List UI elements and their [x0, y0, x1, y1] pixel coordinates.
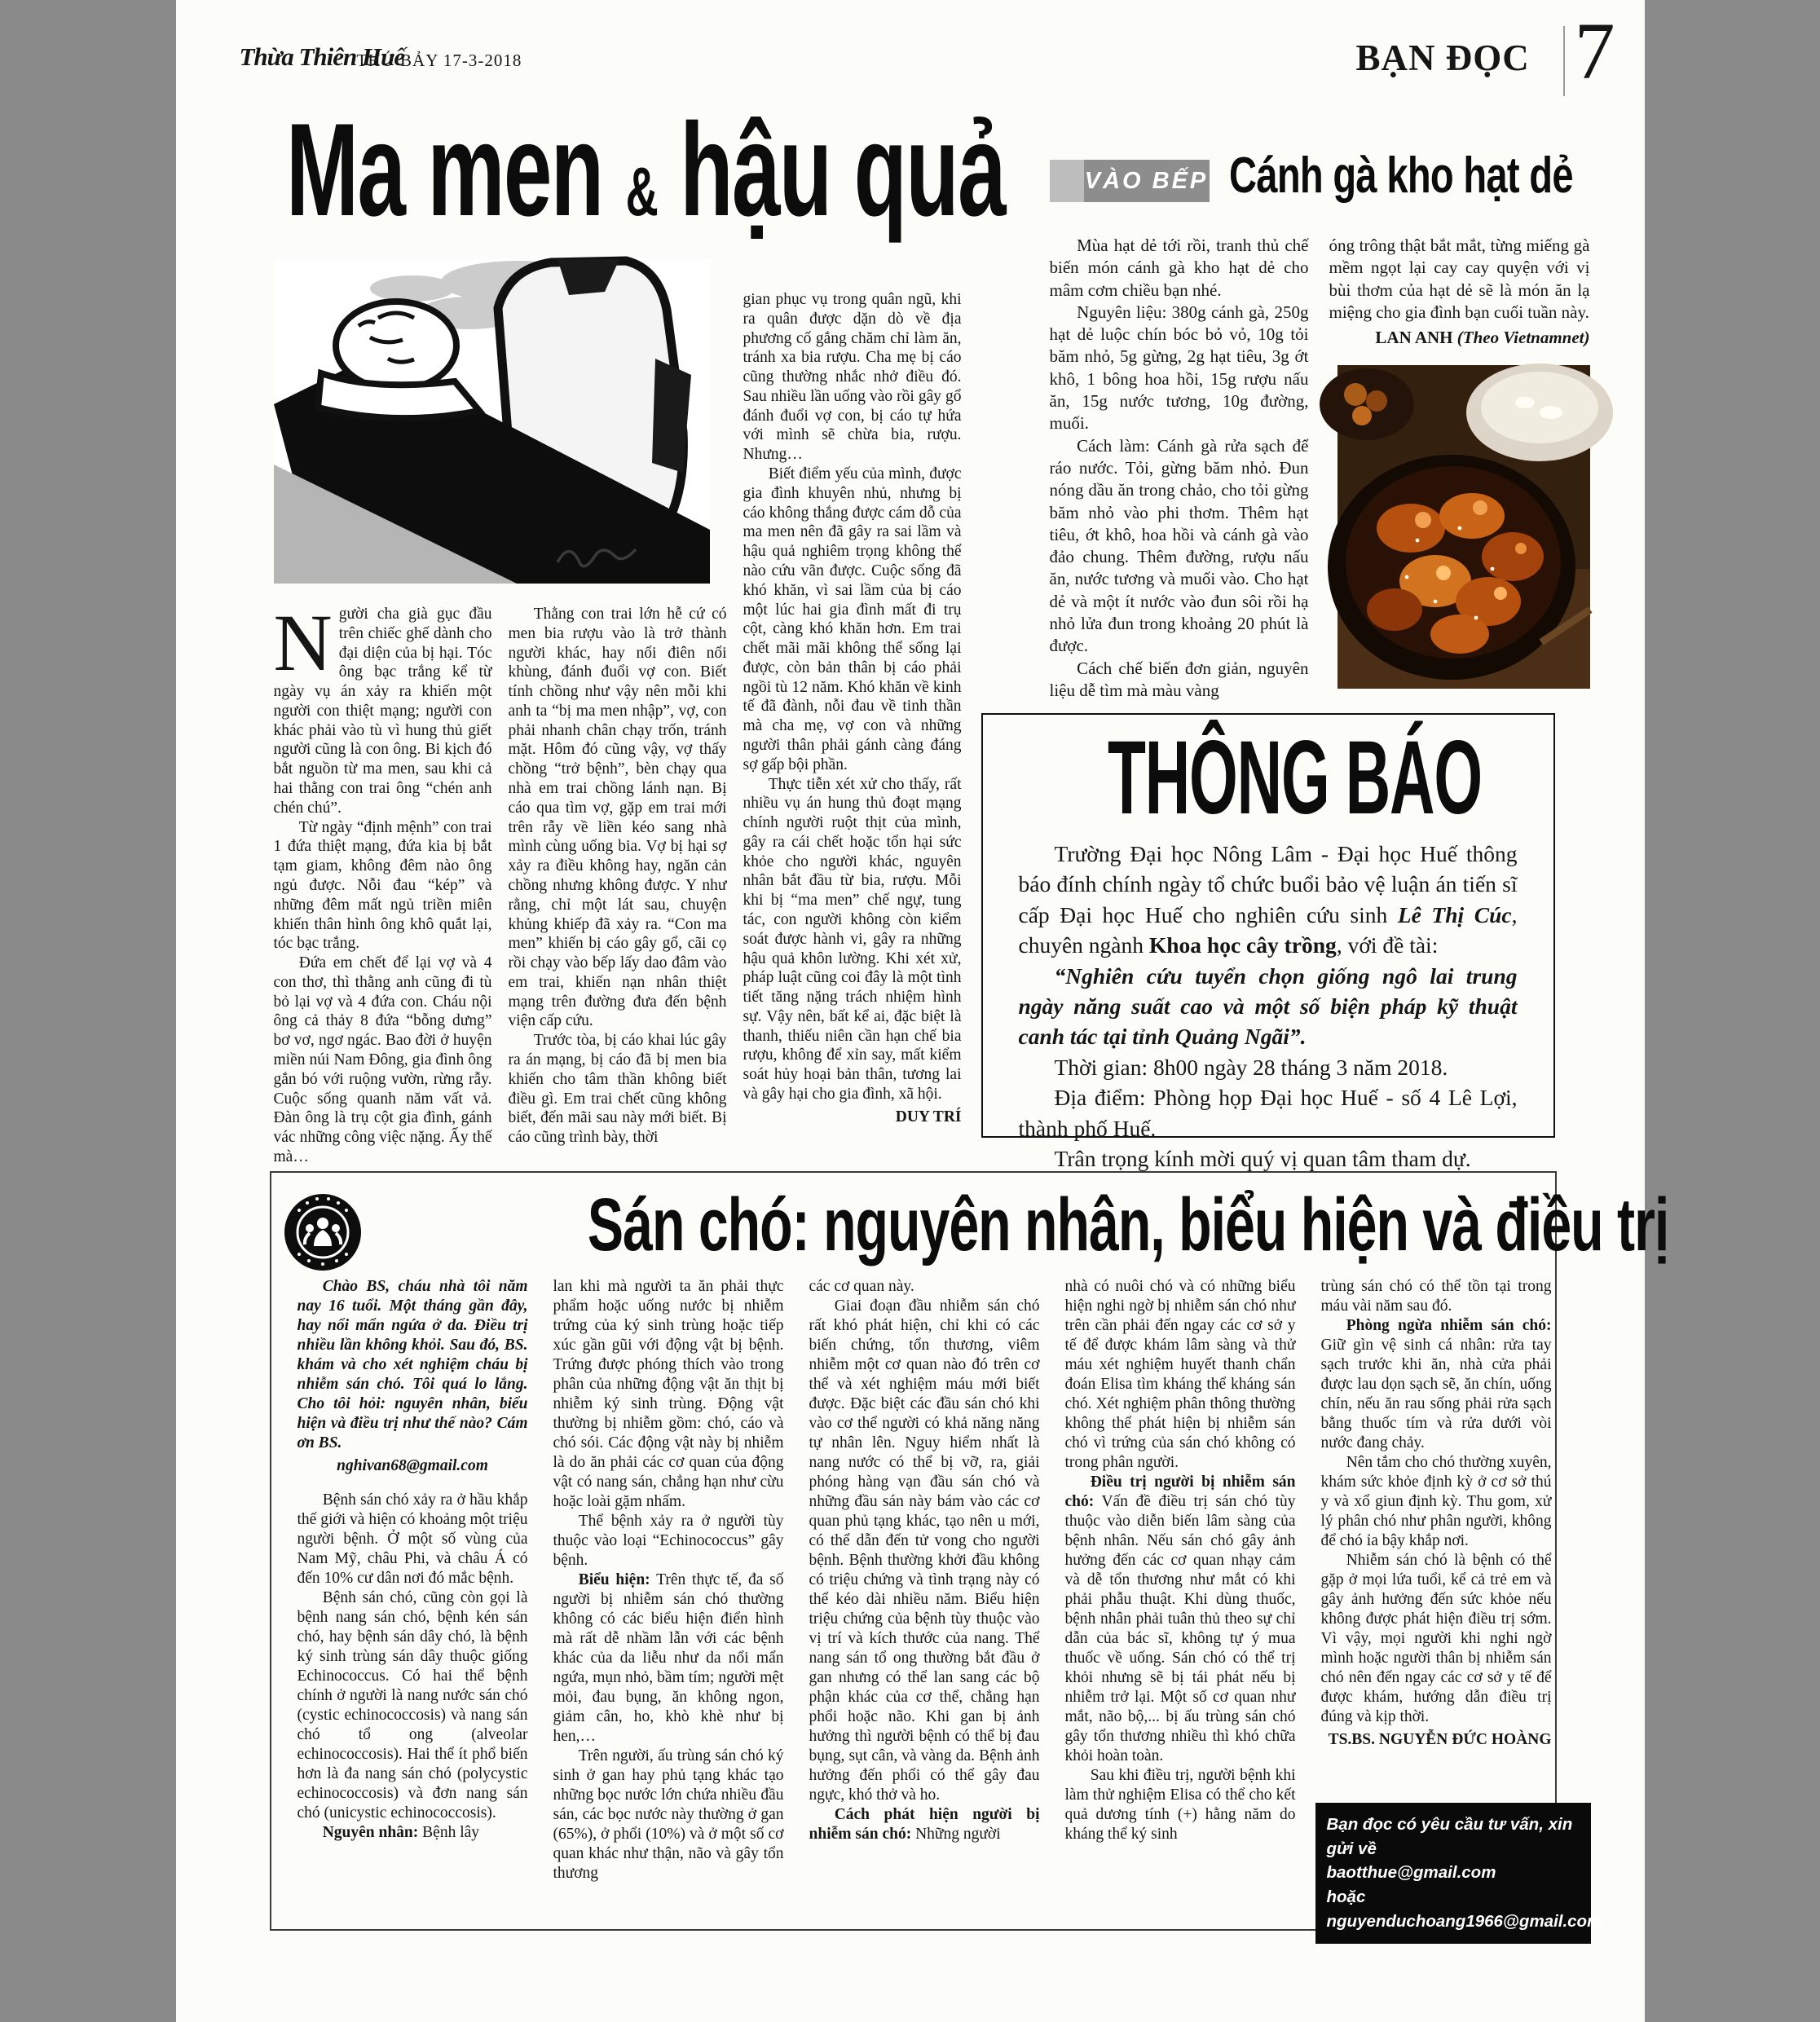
reader-question: Chào BS, cháu nhà tôi năm nay 16 tuổi. Một tháng gần đây, hay nổi mẩn ngứa ở da. Điều trị nhiều lần không khỏi. Sau đó, BS. khám và cho xét nghiệm cháu bị nhiễm sán chó. Tôi quá lo lắng. Cho tôi hỏi: nguyên nhân, biểu hiện và điều trị như thế nào? Cám ơn BS. [297, 1278, 528, 1452]
reader-email: nghivan68@gmail.com [337, 1456, 488, 1474]
paragraph: Thể bệnh xảy ra ở người tùy thuộc vào loại “Echinococcus” gây bệnh. [553, 1512, 784, 1569]
paragraph: Cách chế biến đơn giản, nguyên liệu dễ tìm mà màu vàng [1049, 658, 1309, 700]
notice-candidate-name: Lê Thị Cúc [1397, 901, 1512, 927]
notice-invitation: Trân trọng kính mời quý vị quan tâm tham dự. [1054, 1145, 1471, 1171]
paragraph: Cách làm: Cánh gà rửa sạch để ráo nước. Tỏi, gừng băm nhỏ. Đun nóng dầu ăn trong chảo, cho tỏi gừng băm nhỏ vào phi thơm. Thêm hạt tiêu, ớt khô, hoa hồi và cánh gà vào đảo chung. Thêm đường, rượu nấu ăn, nước tương và muối vào. Cho hạt dẻ và một ít nước vào đun sôi rồi hạ nhỏ lửa đun trong khoảng 20 phút là được. [1049, 435, 1309, 656]
main-article-title [285, 96, 1375, 244]
paragraph: Nguyên nhân: Bệnh lây [322, 1823, 480, 1841]
kitchen-column-1 [1049, 235, 1309, 700]
notice-body [983, 830, 1553, 1174]
drunk-man-drawing [274, 259, 710, 584]
kitchen-food-photo [1337, 365, 1590, 689]
paragraph: Bệnh sán chó, cũng còn gọi là bệnh nang sán chó, bệnh kén sán chó, hay bệnh sán dây chó, là bệnh ký sinh trùng sán dây thuộc giống Echinococcus. Có hai thể bệnh chính ở người là nang nước sán chó (cystic echinococcosis) và nang sán chó tổ ong (alveolar echinococcosis). Hai thể ít phổ biến hơn là đa nang sán chó (polycystic echinococcosis) và đơn nang sán chó (unicystic echinococcosis). [297, 1588, 528, 1822]
tag-accent-square [1050, 160, 1084, 202]
kitchen-author: LAN ANH [1375, 328, 1453, 348]
notice-title: THÔNG BÁO [1107, 720, 1482, 836]
paragraph: Biểu hiện: Trên thực tế, đa số người bị nhiễm sán chó thường không có các biểu hiện điển hình mà rất dễ nhầm lẫn với các bệnh khác của da liễu như da nổi mẩn ngứa, mụn nhỏ, bầm tím; người mệt mỏi, đau bụng, ăn không ngon, giảm cân, ho, khò khè như bị hen,… [553, 1570, 784, 1745]
notice-paragraph: Trường Đại học Nông Lâm - Đại học Huế thông báo đính chính ngày tổ chức buổi bảo vệ luận án tiến sĩ cấp Đại học Huế cho nghiên cứu sinh Lê Thị Cúc, chuyên ngành Khoa học cây trồng, với đề tài: [1018, 841, 1518, 958]
paragraph: nhà có nuôi chó và có những biểu hiện nghi ngờ bị nhiễm sán chó như trên cần phải đến ngay các cơ sở y tế để được khám lâm sàng và thử máu xét nghiệm huyết thanh chẩn đoán Elisa tìm kháng thể kháng sán chó. Xét nghiệm phân thông thường không thể phát hiện bị nhiễm sán chó vì trứng của sán chó không có trong phân người. [1064, 1278, 1296, 1471]
paragraph-lead: Phòng ngừa nhiễm sán chó: [1346, 1316, 1552, 1334]
paragraph: lan khi mà người ta ăn phải thực phẩm hoặc uống nước bị nhiễm trứng của ký sinh trùng hoặc tiếp xúc gần gũi với động vật bị bệnh. Trứng được phóng thích vào trong phân của những động vật ăn thịt bị nhiễm ký sinh trùng. Động vật thường bị nhiễm gồm: chó, cáo và chó sói. Các động vật này bị nhiễm là do ăn phải các cơ quan của động vật có nang sán, chẳng hạn như cừu hoặc loài gặm nhấm. [553, 1278, 784, 1510]
contact-email-2: hoặc nguyenduchoang1966@gmail.com [1326, 1888, 1602, 1931]
health-column-logo [283, 1192, 363, 1272]
paragraph: Phòng ngừa nhiễm sán chó: Giữ gìn vệ sinh cá nhân: rửa tay sạch trước khi ăn, nhà cửa phải được lau dọn sạch sẽ, ăn chín, uống chín, nếu ăn rau sống phải rửa sạch bằng thuốc tím và rửa dưới vòi nước đang chảy. [1320, 1316, 1552, 1452]
notice-thesis-title: “Nghiên cứu tuyển chọn giống ngô lai trung ngày năng suất cao và một số biện pháp kỹ thuật canh tác tại tỉnh Quảng Ngãi”. [1018, 963, 1518, 1050]
paragraph: các cơ quan này. [809, 1278, 914, 1295]
health-column-1 [297, 1277, 528, 1921]
paragraph: Giai đoạn đầu nhiễm sán chó rất khó phát hiện, chỉ khi có các biến chứng, tổn thương, viêm nhiễm một cơ quan nào đó trên cơ thể và xét nghiệm máu mới biết được. Đặc biệt các đầu sán chó khi vào cơ thể người có khả năng năng tự nhân lên. Nguy hiểm nhất là nang nước có thể bị vỡ, ra, giải phóng hàng vạn đầu sán chó và những đầu sán này bám vào các cơ quan phủ tạng khác, tạo nên u mới, có thể dẫn đến tử vong cho người bệnh. Bệnh thường khởi đầu không có triệu chứng và tình trạng này có thể kéo dài nhiều năm. Biểu hiện triệu chứng của bệnh tùy thuộc vào vị trí và kích thước của nang. Thể nang sán tổ ong thường bắt đầu ở gan nhưng có thể lan sang các bộ phận khác của cơ thể, chẳng hạn phổi hoặc não. Khi gan bị ảnh hưởng thì người bệnh có thể bị đau bụng, sụt cân, và vàng da. Bệnh ảnh hưởng đến phổi có thể gây đau ngực, khó thở và ho. [809, 1297, 1040, 1804]
notice-text: Trường Đại học Nông Lâm - Đại học Huế thông báo đính chính ngày tổ chức buổi bảo vệ luận án tiến sĩ cấp Đại học Huế cho nghiên cứu sinh [1018, 841, 1518, 927]
drop-cap: N [273, 597, 333, 688]
kitchen-author-note: (Theo Vietnamnet) [1456, 328, 1590, 348]
contact-line: Bạn đọc có yêu cầu tư vấn, xin gửi về [1326, 1815, 1573, 1858]
newspaper-page [176, 0, 1668, 2022]
paragraph: Thực tiễn xét xử cho thấy, rất nhiều vụ án hung thủ đoạt mạng chính người ruột thịt của mình, gây ra cái chết hoặc tổn hại sức khỏe cho người khác, nguyên nhân bắt đầu từ bia, rượu. Mỗi khi bị “ma men” chế ngự, tung tác, con người không còn kiểm soát được hành vi, gây ra những hậu quả khôn lường. Khi xét xử, pháp luật cũng coi đây là một tình tiết tăng nặng trách nhiệm hình sự. Vậy nên, bất kể ai, đặc biệt là thanh, thiếu niên cần hạn chế bia rượu, không để xỉn say, mất kiểm soát hủy hoại bản thân, tương lai và gây hại cho gia đình, xã hội. [743, 775, 962, 1104]
paragraph-lead: Điều trị người bị nhiễm sán chó: [1064, 1473, 1296, 1510]
paragraph: Trước tòa, bị cáo khai lúc gây ra án mạng, bị cáo đã bị men bia khiến cho tâm thần không biết điều gì. Em trai chết cũng không biết, đến mãi sau này mới biết. Bị cáo cũng trình bày, thời [508, 1032, 727, 1147]
tag-label: VÀO BẾP [1084, 167, 1209, 194]
paragraph: Mùa hạt dẻ tới rồi, tranh thủ chế biến món cánh gà kho hạt dẻ cho mâm cơm chiều bạn nhé. [1049, 236, 1309, 300]
paragraph: Từ ngày “định mệnh” con trai 1 đứa thiệt mạng, đứa kia bị bắt tạm giam, không đêm nào ông ngủ được. Nỗi đau “kép” và những đêm mất ngủ triền miên khiến thân hình ông khô quắt lại, tóc bạc trắng. [273, 818, 492, 953]
paragraph: Nhiễm sán chó là bệnh có thể gặp ở mọi lứa tuổi, kể cả trẻ em và gây ảnh hưởng đến sức khỏe nếu không được phát hiện điều trị sớm. Vì vậy, mọi người khi nghi ngờ mình hoặc người thân bị nhiễm sán chó nên đến ngay các cơ sở y tế để được khám, hướng dẫn điều trị đúng và kịp thời. [1320, 1551, 1552, 1725]
main-article-byline: DUY TRÍ [895, 1108, 962, 1126]
paragraph-text: gười cha già gục đầu trên chiếc ghế dành cho đại diện của bị hại. Tóc ông bạc trắng kể từ ngày vụ án xảy ra khiến một người con thiệt mạng; người con khác phải vào tù vì hung thủ giết người cũng là con ông. Bi kịch đó bắt nguồn từ ma men, sau khi cả hai thằng con trai ông “chén anh chén chú”. [273, 606, 492, 817]
header-divider [1563, 26, 1565, 96]
kitchen-tag [1050, 160, 1210, 202]
paragraph: Đứa em chết để lại vợ và 4 con thơ, thì thằng anh cũng đi tù bỏ lại vợ và 4 đứa con. Cháu nội ông cả thảy 8 đứa “bỗng dưng” bơ vơ, ngơ ngác. Bao đời ở huyện miền núi Nam Đông, gia đình ông gắn bó với ruộng vườn, rừng rẫy. Cuộc sống quanh năm vất vả. Đàn ông là trụ cột gia đình, gánh vác những công việc nặng. Ấy thế mà… [273, 954, 492, 1165]
health-column-3 [809, 1277, 1040, 1921]
paragraph: Trên người, ấu trùng sán chó ký sinh ở gan hay phủ tạng khác tạo những bọc nước lớn chứa nhiều đầu sán, các bọc nước này thường ở gan (65%), ở phổi (10%) và ở một số cơ quan khác như thận, não và gây tổn thương [553, 1747, 784, 1882]
health-column-5 [1321, 1277, 1552, 1815]
kitchen-byline [1329, 327, 1590, 349]
paragraph: Bệnh sán chó xảy ra ở hầu khắp thế giới và hiện có khoảng một triệu người bệnh. Ở một số vùng của Nam Mỹ, châu Phi, và châu Á có đến 10% cư dân nơi đó mắc bệnh. [297, 1491, 528, 1587]
dateline: THỨ BẢY 17-3-2018 [356, 51, 522, 70]
kitchen-column-2 [1329, 235, 1590, 357]
paragraph: Thằng con trai lớn hễ cứ có men bia rượu vào là trở thành người khác, hay nổi điên nổi khùng, đánh đuổi vợ con. Biết tính chồng như vậy nên mỗi khi anh ta “bị ma men nhập”, vợ, con phải nhanh chân chạy trốn, tránh mặt. Hôm đó cũng vậy, vợ thấy chồng “trở bệnh”, bèn chạy qua nhà em trai chồng lánh nạn. Bị cáo qua tìm vợ, gặp em trai mới trên rẫy về liền kéo sang nhà mình cùng uống bia. Vợ bị hại sợ xảy ra điều không hay, ngăn cản chồng nhưng không được. Y như rằng, chỉ một lát sau, chuyện khủng khiếp đã xảy ra. “Con ma men” khiến bị cáo gây gổ, cãi cọ rồi chạy vào bếp lấy dao đâm vào em trai, khiến nạn nhân thiệt mạng trên đường đưa đến bệnh viện cấp cứu. [508, 606, 727, 1030]
paragraph: gian phục vụ trong quân ngũ, khi ra quân được dặn dò về địa phương cố gắng chăm chỉ làm ăn, tránh xa bia rượu. Cha mẹ bị cáo cũng thường nhắc nhở điều đó. Sau nhiều lần uống vào rồi gây gổ đánh đuổi vợ con, bị cáo tự hứa với mình sẽ chừa bia, rượu. Nhưng… [743, 291, 962, 464]
paragraph: Điều trị người bị nhiễm sán chó: Vấn đề điều trị sán chó tùy thuộc vào diễn biến lâm sàng của bệnh nhân. Nếu sán chó gây ảnh hưởng đến các cơ quan nhạy cảm và dễ tổn thương như mắt có khi phải phẫu thuật. Khi dùng thuốc, bệnh nhân phải tuân thủ theo sự chỉ dẫn của bác sĩ, không tự ý mua thuốc về uống. Sán chó có thể trị khỏi nhưng sẽ bị tái phát nếu bị nhiễm trở lại. Một số cơ quan như mắt, não bộ,... bị ấu trùng sán chó gây tổn thương nhiều thì khó chữa khỏi hoàn toàn. [1064, 1473, 1296, 1764]
health-emblem-icon [283, 1192, 363, 1272]
paragraph-lead: Cách phát hiện người bị nhiễm sán chó: [809, 1805, 1040, 1843]
health-column-4 [1065, 1277, 1296, 1921]
newspaper-masthead: Thừa Thiên Huế [239, 42, 405, 71]
paragraph: Sau khi điều trị, người bệnh khi làm thử nghiệm Elisa có thể cho kết quả dương tính (+) hằng năm do kháng thể ký sinh [1064, 1766, 1296, 1843]
paragraph: Nguyên liệu: 380g cánh gà, 250g hạt dẻ luộc chín bóc bỏ vỏ, 10g tỏi băm nhỏ, 5g gừng, 2g hạt tiêu, 3g ớt khô, 1 bông hoa hồi, 15g rượu nấu ăn, 15g nước tương, 10g đường, muối. [1049, 302, 1309, 434]
paragraph: trùng sán chó có thể tồn tại trong máu vài năm sau đó. [1320, 1278, 1552, 1315]
notice-major: Khoa học cây trồng [1148, 932, 1337, 958]
paragraph: Nên tắm cho chó thường xuyên, khám sức khỏe định kỳ ở cơ sở thú y và xổ giun định kỳ. Thu gom, xử lý phân chó như phân người, không để chó ỉa bậy khắp nơi. [1320, 1453, 1552, 1549]
kitchen-title: Cánh gà kho hạt dẻ [1228, 148, 1573, 204]
paragraph-lead: Biểu hiện: [578, 1570, 650, 1588]
main-article-column-2 [509, 605, 727, 1175]
main-article-column-1 [273, 597, 492, 1175]
page-number: 7 [1574, 6, 1615, 96]
main-title-ampersand: & [625, 153, 657, 230]
health-article-title: Sán chó: nguyên nhân, biểu hiện và điều trị [587, 1183, 1668, 1267]
paragraph-lead: Nguyên nhân: [322, 1823, 419, 1841]
paragraph: óng trông thật bắt mắt, từng miếng gà mềm ngọt lại cay cay quyện với vị bùi thơm của hạt dẻ sẽ là món ăn lạ miệng cho gia đình bạn cuối tuần này. [1329, 236, 1590, 322]
main-title-right: hậu quả [679, 96, 1005, 244]
health-column-2 [553, 1277, 784, 1921]
chicken-chestnut-photo [1337, 365, 1590, 689]
health-article-byline: TS.BS. NGUYỄN ĐỨC HOÀNG [1328, 1730, 1552, 1748]
main-article-illustration [274, 259, 710, 584]
notice-box [981, 713, 1555, 1171]
contact-email-1: baotthue@gmail.com [1326, 1863, 1496, 1883]
paragraph: Biết điểm yếu của mình, được gia đình khuyên nhủ, nhưng bị cáo không thắng được cám dỗ của ma men nên đã gây ra sai lầm và hậu quả nghiêm trọng không thể nào cứu vãn được. Cuộc sống đã khó khăn, vì sai lầm của bị cáo một lúc hai gia đình mất đi trụ cột, càng khó khăn hơn. Em trai chết mãi mãi không thể sống lại được, còn bản thân bị cáo phải ngồi tù 12 năm. Khó khăn về kinh tế đã đành, nỗi đau về tinh thần mà cha mẹ, vợ con và những người thân phải gánh càng đáng sợ gấp bội phần. [743, 465, 962, 773]
paragraph: Cách phát hiện người bị nhiễm sán chó: Những người [809, 1805, 1040, 1843]
reader-contact-box [1315, 1803, 1602, 1944]
main-title-left: Ma men [285, 96, 602, 244]
notice-time: Thời gian: 8h00 ngày 28 tháng 3 năm 2018. [1054, 1054, 1448, 1080]
section-label: BẠN ĐỌC [1355, 37, 1530, 78]
notice-location: Địa điểm: Phòng họp Đại học Huế - số 4 Lê Lợi, thành phố Huế. [1018, 1085, 1518, 1141]
main-article-column-3 [743, 290, 962, 1180]
paragraph [273, 597, 492, 818]
